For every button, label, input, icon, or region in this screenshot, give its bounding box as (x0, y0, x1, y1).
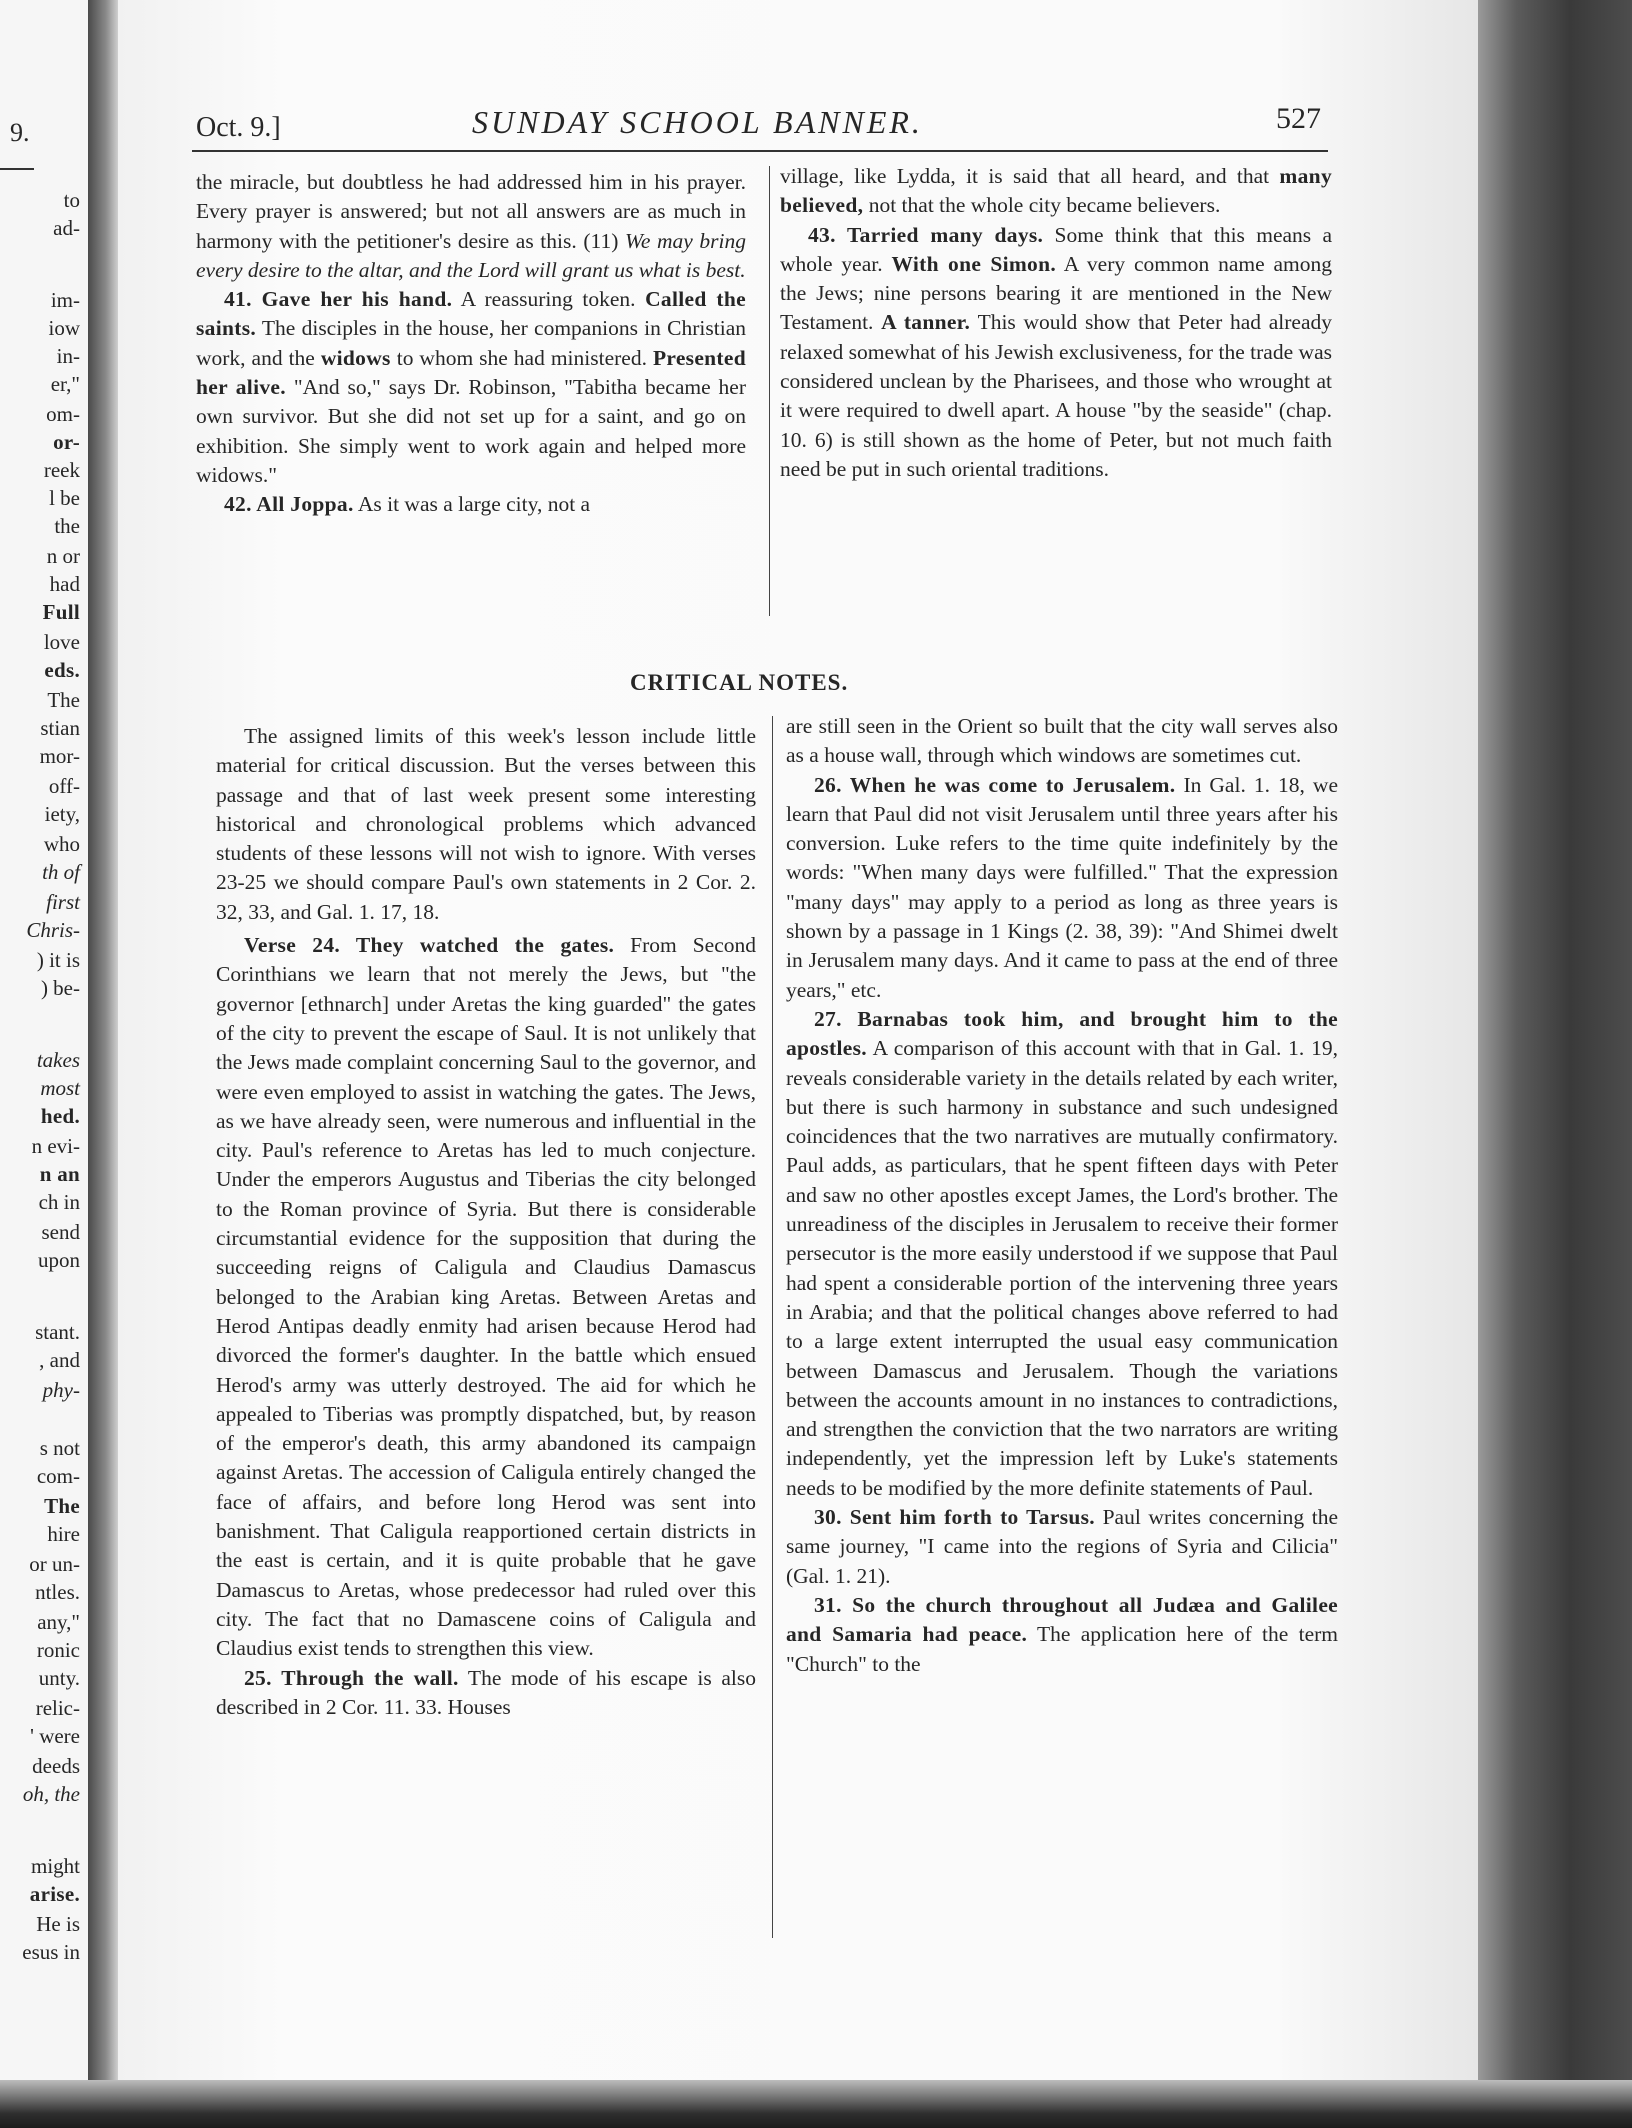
body-text: The disciples in the house, her companions in Christian work, and the (196, 316, 746, 370)
previous-page-fragment: in- (56, 344, 80, 368)
previous-page-fragment: l be (49, 486, 80, 510)
previous-page-fragment: ) it is (36, 948, 80, 972)
section-title: CRITICAL NOTES. (630, 670, 849, 695)
verse-heading: 25. Through the wall. (244, 1665, 459, 1690)
previous-page-fragment: He is (36, 1912, 80, 1936)
body-text: From Second Corinthians we learn that not merely the Jews, but "the governor [ethnarch] under Aretas the king guarded" the gates of the city to prevent the escape of Saul. It is not unlikely that the Jews made complaint concerning Saul to the governor, and were even employed to assist in watching the gates. The Jews, as we have already seen, were numerous and influential in the city. Paul's reference to Aretas has led to much conjecture. Under the emperors Augustus and Tiberias the city belonged to the Roman province of Syria. But there is considerable circumstantial evidence for the supposition that during the succeeding reigns of Caligula and Claudius Damascus belonged to the Arabian king Aretas. Between Aretas and Herod Antipas deadly enmity had arisen because Herod had divorced the former's daughter. In the battle which ensued Herod's army was utterly destroyed. The aid for which he appealed to Tiberias was promptly dispatched, but, by reason of the emperor's death, this army abandoned its campaign against Aretas. The accession of Caligula entirely changed the face of affairs, and before long Herod was sent into banishment. That Caligula reapportioned certain districts in the east is certain, and it is quite probable that he gave Damascus to Aretas, whose predecessor had ruled over this city. The fact that no Damascene coins of Caligula and Claudius exist tends to strengthen this view. (216, 933, 756, 1661)
previous-page-fragment: upon (38, 1248, 80, 1272)
previous-page-fragment: n evi- (31, 1134, 80, 1158)
body-text: The mode of his escape is also described in 2 Cor. 11. 33. Houses (216, 1665, 756, 1719)
previous-page-fragment: Full (42, 600, 80, 624)
body-text: not that the whole city became believers. (863, 193, 1221, 218)
paragraph (196, 168, 746, 285)
previous-page-number: 9. (10, 118, 30, 147)
previous-page-fragment: to (63, 188, 80, 212)
verse-heading: 42. All Joppa. (224, 492, 354, 517)
previous-page-fragment: had (49, 572, 80, 596)
scan-bottom-edge (0, 2080, 1632, 2128)
verse-heading: With one Simon. (891, 251, 1057, 276)
previous-page-fragment: reek (43, 458, 80, 482)
previous-page-fragment: oh, the (22, 1782, 80, 1806)
previous-page-fragment: im- (50, 288, 80, 312)
previous-page-fragment: the (54, 514, 80, 538)
previous-page-fragment: s not (39, 1436, 80, 1460)
previous-page-fragment: stant. (35, 1320, 80, 1344)
previous-page-fragment: any," (37, 1610, 80, 1634)
previous-page-fragment: relic- (35, 1696, 80, 1720)
previous-page-fragment: or un- (29, 1552, 80, 1576)
body-text: to whom she had ministered. (390, 345, 653, 370)
previous-page-fragment: ad- (53, 216, 80, 240)
previous-page-fragment: hire (47, 1522, 80, 1546)
header-date: Oct. 9.] (196, 112, 281, 143)
top-left-column (196, 168, 746, 520)
column-divider (769, 166, 770, 616)
previous-page-fragment: n an (39, 1162, 80, 1186)
body-text: village, like Lydda, it is said that all heard, and that (780, 164, 1280, 188)
verse-heading: 26. When he was come to Jerusalem. (814, 772, 1176, 797)
body-text: A comparison of this account with that in Gal. 1. 19, reveals considerable variety in the details related by each writer, but there is such harmony in substance and such undesigned coincidences that the two narratives are mutually confirmatory. Paul adds, as particulars, that he spent fifteen days with Peter and saw no other apostles except James, the Lord's brother. The unreadiness of the disciples in Jerusalem to receive their former persecutor is the more easily understood if we suppose that Paul had spent a considerable portion of the intervening three years in Arabia; and that the political changes above referred to had to a large extent interrupted the usual easy communication between Damascus and Jerusalem. Though the variations between the accounts amount in no instances to contradictions, and strengthen the conviction that the two narrators are writing independently, yet the impression left by Luke's statements needs to be modified by the more definite statements of Paul. (786, 1036, 1338, 1500)
emphasis-text: many believed, (780, 164, 1332, 218)
previous-page-fragment: ntles. (35, 1580, 80, 1604)
body-text: A very common name among the Jews; nine persons bearing it are mentioned in the New Testament. (780, 251, 1333, 335)
header-rule (192, 150, 1328, 152)
bottom-right-column (786, 712, 1338, 1679)
previous-page-fragment: eds. (44, 658, 80, 682)
paragraph (196, 285, 746, 490)
previous-page-fragment: ) be- (40, 976, 80, 1000)
previous-page-rule (0, 168, 34, 170)
previous-page-fragment: deeds (32, 1754, 80, 1778)
body-text: A reassuring token. (452, 287, 646, 312)
body-text: Paul writes concerning the same journey, "I came into the regions of Syria and Cilicia" (Gal. 1. 21). (786, 1505, 1338, 1588)
previous-page-fragment: th of (42, 860, 80, 884)
body-text: "And so," says Dr. Robinson, "Tabitha became her own survivor. But she did not set up for a saint, and go on exhibition. She simply went to work again and helped more widows." (196, 375, 746, 487)
top-right-column (780, 162, 1332, 484)
previous-page-fragment: ch in (38, 1190, 80, 1214)
previous-page-fragment: mor- (39, 744, 80, 768)
body-text: In Gal. 1. 18, we learn that Paul did not visit Jerusalem until three years after his conversion. Luke refers to the time quite indefinitely by the words: "When many days were fulfilled." That the expression "many days" may apply to a period as long as three years is shown by a passage in 1 Kings (2. 38, 39): "And Shimei dwelt in Jerusalem many days. And it came to pass at the end of three years," etc. (786, 772, 1339, 1002)
body-text: As it was a large city, not a (353, 492, 591, 517)
verse-heading: A tanner. (881, 310, 971, 335)
previous-page-fragment: The (44, 1494, 80, 1518)
paragraph (216, 1664, 756, 1723)
body-text: Some think that this means a whole year. (780, 222, 1332, 276)
previous-page-fragment: iow (48, 316, 80, 340)
previous-page-fragment: who (43, 832, 80, 856)
paragraph (786, 1503, 1338, 1591)
verse-heading: Called the saints. (196, 287, 746, 341)
header-page-number: 527 (1276, 102, 1321, 135)
paragraph (786, 1005, 1338, 1503)
previous-page-fragment: unty. (38, 1666, 80, 1690)
verse-heading: Presented her alive. (196, 345, 746, 400)
italic-text: We may bring every desire to the altar, and the Lord will grant us what is best. (196, 228, 746, 282)
previous-page-fragment: hed. (40, 1104, 80, 1128)
previous-page-fragment: first (46, 890, 80, 914)
book-gutter (88, 0, 118, 2128)
paragraph (786, 1591, 1338, 1679)
paragraph: are still seen in the Orient so built that the city wall serves also as a house wall, through which windows are sometimes cut. (786, 714, 1338, 768)
body-text: The application here of the term "Church" to the (786, 1622, 1338, 1676)
verse-heading: widows (320, 345, 391, 370)
previous-page-fragment: or- (53, 430, 80, 454)
previous-page-fragment: esus in (22, 1940, 80, 1964)
paragraph (196, 490, 746, 519)
previous-page-fragment: might (30, 1854, 80, 1878)
body-text: This would show that Peter had already relaxed somewhat of his Jewish exclusiveness, for the trade was considered unclean by the Pharisees, and those who wrought at it were required to dwell apart. A house "by the seaside" (chap. 10. 6) is still shown as the home of Peter, but not much faith need be put in such oriental traditions. (780, 310, 1332, 481)
verse-heading: Verse 24. They watched the gates. (244, 933, 615, 958)
previous-page-fragment: takes (36, 1048, 80, 1072)
paragraph (780, 221, 1332, 485)
column-divider (772, 716, 773, 1938)
paragraph (780, 162, 1332, 221)
paragraph: The assigned limits of this week's lesson include little material for critical discussion. But the verses between this passage and that of last week present some interesting historical and chronological problems which advanced students of these lessons will not wish to ignore. With verses 23-25 we should compare Paul's own statements in 2 Cor. 2. 32, 33, and Gal. 1. 17, 18. (216, 724, 756, 924)
book-page-edges (1478, 0, 1632, 2128)
previous-page-fragment: ronic (36, 1638, 80, 1662)
verse-heading: 27. Barnabas took him, and brought him to the apostles. (786, 1006, 1338, 1061)
previous-page-fragment: The (47, 688, 80, 712)
previous-page-fragment: off- (48, 774, 80, 798)
previous-page-fragment: com- (36, 1464, 80, 1488)
verse-heading: 43. Tarried many days. (808, 222, 1044, 247)
previous-page-fragment: phy- (42, 1378, 80, 1402)
previous-page-fragment: most (40, 1076, 80, 1100)
previous-page-margin (0, 0, 88, 2080)
verse-heading: 30. Sent him forth to Tarsus. (814, 1505, 1095, 1530)
previous-page-fragment: , and (39, 1348, 80, 1372)
previous-page-fragment: iety, (44, 802, 80, 826)
previous-page-fragment: ' were (30, 1724, 80, 1748)
paragraph (216, 931, 756, 1663)
header-title: SUNDAY SCHOOL BANNER. (472, 104, 923, 140)
previous-page-fragment: love (43, 630, 80, 654)
previous-page-fragment: send (41, 1220, 80, 1244)
bottom-left-column (216, 722, 756, 1722)
verse-heading: 31. So the church throughout all Judæa and Galilee and Samaria had peace. (786, 1592, 1338, 1647)
previous-page-fragment: Chris- (26, 918, 80, 942)
previous-page-fragment: stian (40, 716, 80, 740)
body-text: the miracle, but doubtless he had addressed him in his prayer. Every prayer is answered; but not all answers are as much in harmony with the petitioner's desire as this. (11) (196, 170, 746, 253)
previous-page-fragment: n or (46, 544, 80, 568)
verse-heading: 41. Gave her his hand. (224, 287, 453, 312)
previous-page-fragment: om- (46, 402, 80, 426)
paragraph (786, 771, 1338, 1005)
previous-page-fragment: er," (50, 372, 80, 396)
previous-page-fragment: arise. (29, 1882, 80, 1906)
